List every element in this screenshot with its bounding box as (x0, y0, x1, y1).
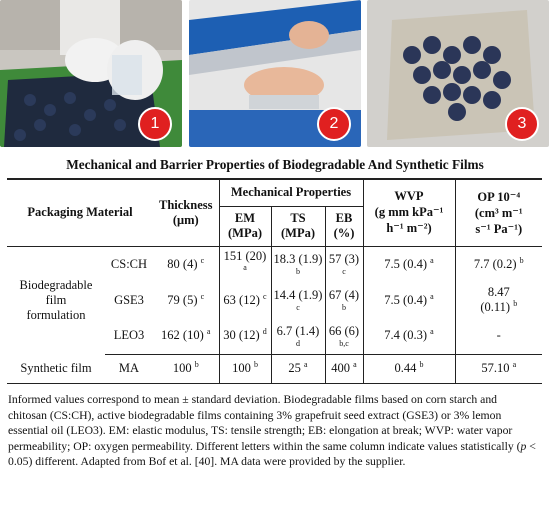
value: 7.4 (0.3) (384, 328, 427, 343)
value: 8.47 (487, 285, 510, 299)
cell-name: MA (105, 354, 153, 383)
cell-thickness (153, 354, 219, 383)
cell-wvp (363, 318, 455, 354)
letter: b (513, 298, 518, 308)
value: 7.7 (0.2) (473, 256, 517, 271)
header-eb (325, 206, 363, 246)
group-label-line-3: formulation (26, 307, 86, 322)
value: 57 (3) (328, 252, 360, 267)
header-op-label: OP 10⁻⁴ (477, 189, 521, 204)
header-em (219, 206, 271, 246)
header-packaging: Packaging Material (7, 179, 153, 246)
cell-thickness (153, 282, 219, 318)
value: 66 (6) (328, 323, 360, 338)
cell-op (455, 354, 542, 383)
header-wvp-unit-1: (g mm kPa⁻¹ (374, 205, 444, 220)
table-caption (8, 392, 536, 470)
value: 400 (331, 361, 351, 375)
letter: a (430, 255, 434, 265)
cell-op (455, 246, 542, 282)
letter: b (194, 359, 199, 369)
header-mechanical: Mechanical Properties (219, 179, 363, 206)
header-wvp (363, 179, 455, 246)
header-op-unit-1: (cm³ m⁻¹ (474, 205, 523, 220)
header-em-label: EM (234, 211, 256, 225)
value: 100 (172, 361, 192, 375)
cell-eb (325, 246, 363, 282)
value: 7.5 (0.4) (384, 292, 427, 307)
value: 63 (12) (223, 292, 260, 307)
cell-ts (271, 246, 325, 282)
value: 7.5 (0.4) (384, 256, 427, 271)
properties-table (7, 178, 542, 384)
letter: c (263, 291, 267, 301)
header-thickness-unit: (μm) (172, 212, 199, 227)
header-ts (271, 206, 325, 246)
cell-wvp (363, 282, 455, 318)
letter: b (519, 255, 524, 265)
header-thickness-label: Thickness (159, 197, 213, 212)
letter: b (253, 359, 258, 369)
caption-p-variable: p (520, 439, 527, 453)
value: 100 (232, 361, 251, 375)
letter: b (296, 267, 300, 277)
letter: c (200, 255, 205, 265)
value: 30 (12) (223, 328, 260, 343)
value: 6.7 (1.4) (276, 323, 320, 338)
cell-name: GSE3 (114, 292, 144, 307)
letter: b (342, 303, 346, 312)
header-em-unit: (MPa) (227, 226, 262, 240)
header-op (455, 179, 542, 246)
cell-em (219, 354, 271, 383)
cell-name: LEO3 (105, 318, 153, 354)
letter: a (430, 291, 434, 301)
value: 25 (288, 361, 301, 375)
letter: a (304, 359, 308, 369)
value: 67 (4) (328, 288, 360, 302)
photo-packaging-blueberries (0, 0, 182, 147)
value: 79 (5) (167, 292, 198, 307)
cell-eb (325, 282, 363, 318)
group-label-line-2: film (45, 292, 67, 307)
table-title: Mechanical and Barrier Properties of Biodegradable And Synthetic Films (66, 157, 484, 172)
letter: b (419, 359, 424, 369)
caption-part-1: Informed values correspond to mean ± standard deviation. Biodegradable films based on corn starch and chitosan (CS:CH), active biodegradable films containing 3% grapefruit seed extract (GSE3) or 3% lemon essential oil (LEO3). EM: elastic modulus, TS: tensile strength; EB: elongation at break; WVP: water vapor permeability; OP: oxygen permeability. Different letters within the same column indicate values statistically ( (8, 393, 521, 453)
cell-thickness (153, 318, 219, 354)
cell-ts (271, 354, 325, 383)
group-label-line-1: Biodegradable (19, 277, 93, 292)
cell-wvp (363, 354, 455, 383)
photo-strip (0, 0, 550, 150)
header-wvp-unit-2: h⁻¹ m⁻²) (386, 221, 432, 236)
letter: a (206, 327, 211, 337)
header-ts-label: TS (290, 211, 306, 225)
photo-badge-2: 2 (317, 107, 351, 141)
photo-badge-3: 3 (505, 107, 539, 141)
letter: a (430, 327, 434, 337)
header-thickness (153, 179, 219, 246)
table-row (7, 246, 542, 282)
letter: b,c (339, 338, 349, 348)
cell-name: CS:CH (110, 256, 148, 271)
letter: a (512, 359, 517, 369)
header-op-unit-2: s⁻¹ Pa⁻¹) (475, 221, 523, 236)
header-wvp-label: WVP (394, 189, 424, 204)
value-2: (0.11) (480, 300, 511, 314)
synthetic-label: Synthetic film (7, 354, 105, 383)
table-row-synthetic (7, 354, 542, 383)
letter: c (342, 267, 346, 277)
cell-op: - (455, 318, 542, 354)
value: 162 (10) (161, 328, 204, 343)
letter: d (296, 338, 300, 348)
value: 14.4 (1.9) (273, 288, 323, 302)
cell-em (219, 282, 271, 318)
cell-ts (271, 318, 325, 354)
cell-op (455, 282, 542, 318)
letter: c (200, 291, 205, 301)
header-eb-unit: (%) (333, 226, 355, 240)
cell-eb (325, 354, 363, 383)
cell-ts (271, 282, 325, 318)
cell-em (219, 318, 271, 354)
cell-wvp (363, 246, 455, 282)
letter: a (243, 263, 247, 273)
header-ts-unit: (MPa) (280, 226, 315, 240)
photo-heat-sealing (189, 0, 361, 147)
value: 57.10 (481, 361, 510, 375)
header-eb-label: EB (335, 211, 353, 225)
letter: d (262, 327, 267, 337)
cell-thickness (153, 246, 219, 282)
letter: a (353, 359, 357, 369)
value: 151 (20) (223, 249, 267, 264)
photo-badge-1: 1 (138, 107, 172, 141)
caption-part-2: < 0.05) different. Adapted from Bof et al. [40]. MA data were provided by the supplier. (8, 439, 536, 468)
cell-eb (325, 318, 363, 354)
group-label (7, 246, 105, 354)
value: 80 (4) (167, 256, 198, 271)
value: 18.3 (1.9) (273, 252, 323, 267)
cell-em (219, 246, 271, 282)
photo-sealed-package (367, 0, 549, 147)
letter: c (296, 303, 300, 312)
value: 0.44 (394, 361, 417, 375)
